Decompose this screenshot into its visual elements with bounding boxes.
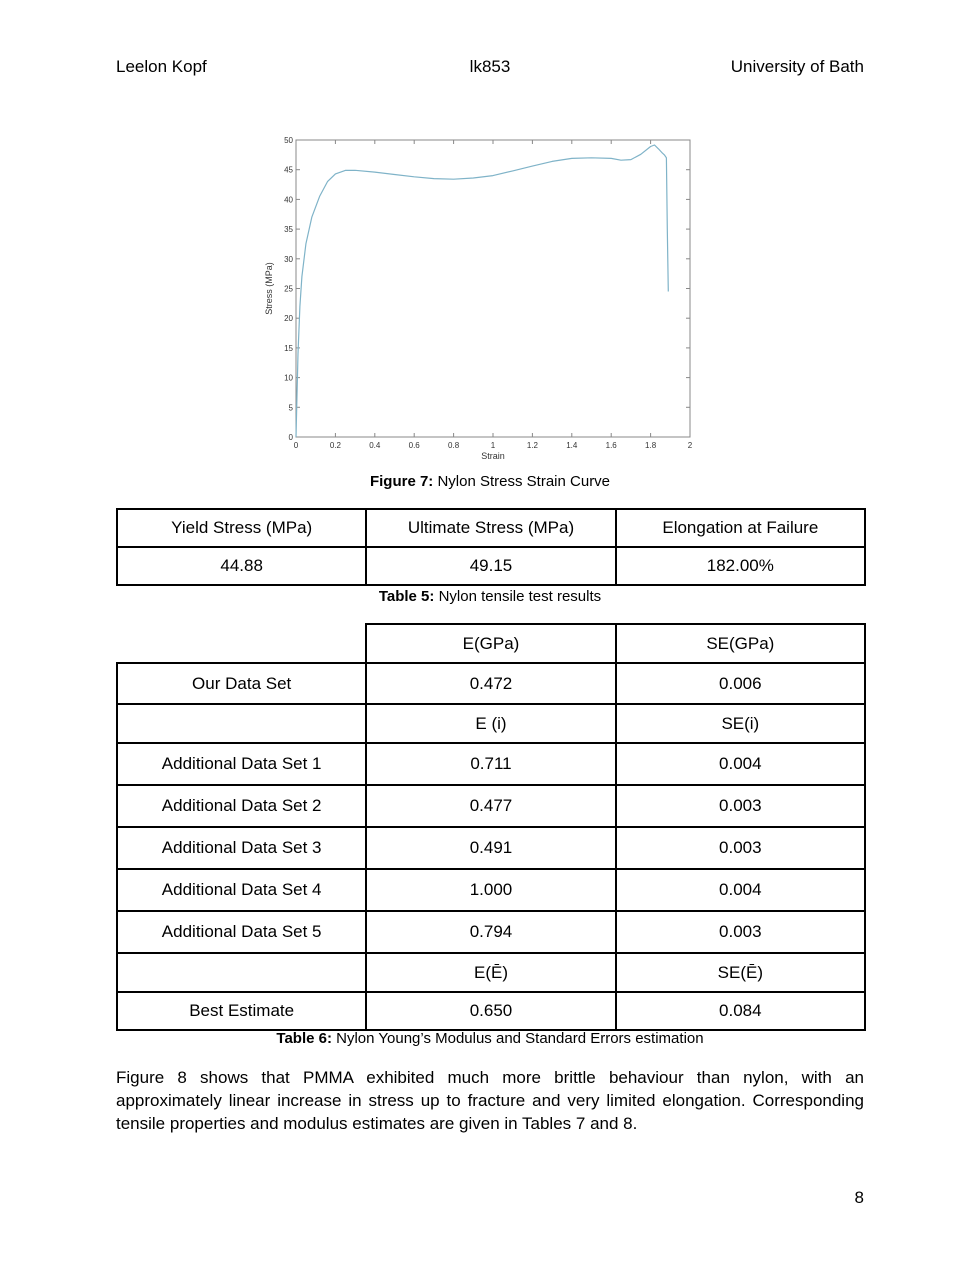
x-tick-label: 2 bbox=[687, 441, 693, 450]
y-axis-label: Stress (MPa) bbox=[264, 262, 274, 315]
table-6-caption-text: Nylon Young’s Modulus and Standard Errors estimation bbox=[336, 1030, 704, 1047]
table-6-additional-e: 0.794 bbox=[366, 911, 615, 953]
x-tick-label: 0.4 bbox=[369, 441, 381, 450]
table-6-additional-label: Additional Data Set 2 bbox=[117, 785, 366, 827]
table-6-sub-se: SE(i) bbox=[616, 704, 865, 743]
table-6-additional-e: 1.000 bbox=[366, 869, 615, 911]
table-6 bbox=[116, 623, 866, 1031]
table-row bbox=[117, 663, 865, 704]
table-row bbox=[117, 827, 865, 869]
table-5-elongation-value: 182.00% bbox=[616, 547, 865, 585]
table-6-additional-se: 0.003 bbox=[616, 827, 865, 869]
table-5-caption-label: Table 5: bbox=[378, 588, 435, 605]
body-paragraph: Figure 8 shows that PMMA exhibited much more brittle behaviour than nylon, with an approximately linear increase in stress up to fracture and very limited elongation. Corresponding tensile properties and modulus estimates are given in Tables 7 and 8. bbox=[116, 1068, 864, 1133]
table-row bbox=[117, 785, 865, 827]
table-row bbox=[117, 953, 865, 992]
table-6-blank-cell bbox=[117, 953, 366, 992]
header-institution: University of Bath bbox=[730, 57, 864, 76]
table-6-our-e: 0.472 bbox=[366, 663, 615, 704]
table-row bbox=[117, 911, 865, 953]
table-row bbox=[117, 624, 865, 663]
figure-7-caption bbox=[116, 473, 864, 490]
y-tick-label: 5 bbox=[288, 403, 293, 413]
y-tick-label: 15 bbox=[284, 343, 293, 353]
table-5-caption-text: Nylon tensile test results bbox=[438, 588, 602, 605]
table-6-blank-cell bbox=[117, 704, 366, 743]
y-tick-label: 50 bbox=[284, 136, 293, 145]
x-tick-label: 0.2 bbox=[329, 441, 341, 450]
table-6-sub-e: E (i) bbox=[366, 704, 615, 743]
table-5-header-elongation: Elongation at Failure bbox=[616, 509, 865, 547]
table-6-additional-label: Additional Data Set 4 bbox=[117, 869, 366, 911]
y-tick-label: 40 bbox=[284, 195, 293, 205]
plot-frame bbox=[296, 140, 690, 437]
x-tick-label: 0.6 bbox=[408, 441, 420, 450]
table-5-yield-value: 44.88 bbox=[117, 547, 366, 585]
table-5-header-ultimate: Ultimate Stress (MPa) bbox=[366, 509, 615, 547]
table-6-additional-e: 0.491 bbox=[366, 827, 615, 869]
header-id: lk853 bbox=[469, 57, 511, 76]
table-6-best-e: 0.650 bbox=[366, 992, 615, 1030]
y-tick-label: 25 bbox=[284, 284, 293, 294]
x-tick-label: 1.8 bbox=[645, 441, 657, 450]
x-tick-label: 1.4 bbox=[566, 441, 578, 450]
table-6-best-label: Best Estimate bbox=[117, 992, 366, 1030]
table-row bbox=[117, 869, 865, 911]
table-6-additional-e: 0.477 bbox=[366, 785, 615, 827]
table-6-sub2-se: SE(Ē) bbox=[616, 953, 865, 992]
table-6-best-se: 0.084 bbox=[616, 992, 865, 1030]
table-6-our-se: 0.006 bbox=[616, 663, 865, 704]
table-5-header-yield: Yield Stress (MPa) bbox=[117, 509, 366, 547]
table-6-header-se: SE(GPa) bbox=[616, 624, 865, 663]
table-6-caption-label: Table 6: bbox=[276, 1030, 332, 1047]
x-tick-label: 1 bbox=[490, 441, 496, 450]
x-tick-label: 0 bbox=[293, 441, 299, 450]
table-6-our-label: Our Data Set bbox=[117, 663, 366, 704]
x-axis-label: Strain bbox=[481, 451, 505, 461]
table-5 bbox=[116, 508, 866, 586]
page-header bbox=[116, 57, 864, 79]
x-tick-label: 0.8 bbox=[448, 441, 460, 450]
x-tick-label: 1.6 bbox=[605, 441, 617, 450]
y-tick-label: 45 bbox=[284, 165, 293, 175]
table-5-header-row bbox=[117, 509, 865, 547]
table-row bbox=[117, 992, 865, 1030]
nylon-stress-strain-chart bbox=[260, 128, 710, 463]
table-6-additional-label: Additional Data Set 5 bbox=[117, 911, 366, 953]
page-number: 8 bbox=[854, 1188, 864, 1207]
table-6-blank-cell bbox=[117, 624, 366, 663]
table-6-caption bbox=[116, 1030, 864, 1047]
x-tick-label: 1.2 bbox=[526, 441, 538, 450]
table-6-additional-se: 0.003 bbox=[616, 911, 865, 953]
figure-7-text: Nylon Stress Strain Curve bbox=[437, 473, 611, 490]
series-line-nylon bbox=[296, 145, 668, 437]
table-6-additional-e: 0.711 bbox=[366, 743, 615, 785]
table-6-additional-label: Additional Data Set 1 bbox=[117, 743, 366, 785]
y-tick-label: 0 bbox=[288, 433, 293, 442]
table-6-header-e: E(GPa) bbox=[366, 624, 615, 663]
table-6-additional-label: Additional Data Set 3 bbox=[117, 827, 366, 869]
y-tick-label: 35 bbox=[284, 225, 293, 235]
table-row bbox=[117, 743, 865, 785]
table-6-additional-se: 0.004 bbox=[616, 743, 865, 785]
table-5-ultimate-value: 49.15 bbox=[366, 547, 615, 585]
y-tick-label: 20 bbox=[284, 314, 293, 324]
table-6-sub2-e: E(Ē) bbox=[366, 953, 615, 992]
y-tick-label: 10 bbox=[284, 373, 293, 383]
header-author: Leelon Kopf bbox=[116, 57, 207, 76]
table-row bbox=[117, 704, 865, 743]
table-6-additional-se: 0.003 bbox=[616, 785, 865, 827]
table-5-caption bbox=[116, 588, 864, 605]
y-tick-label: 30 bbox=[284, 254, 293, 264]
table-5-value-row bbox=[117, 547, 865, 585]
table-6-additional-se: 0.004 bbox=[616, 869, 865, 911]
figure-7-label: Figure 7: bbox=[369, 473, 434, 490]
